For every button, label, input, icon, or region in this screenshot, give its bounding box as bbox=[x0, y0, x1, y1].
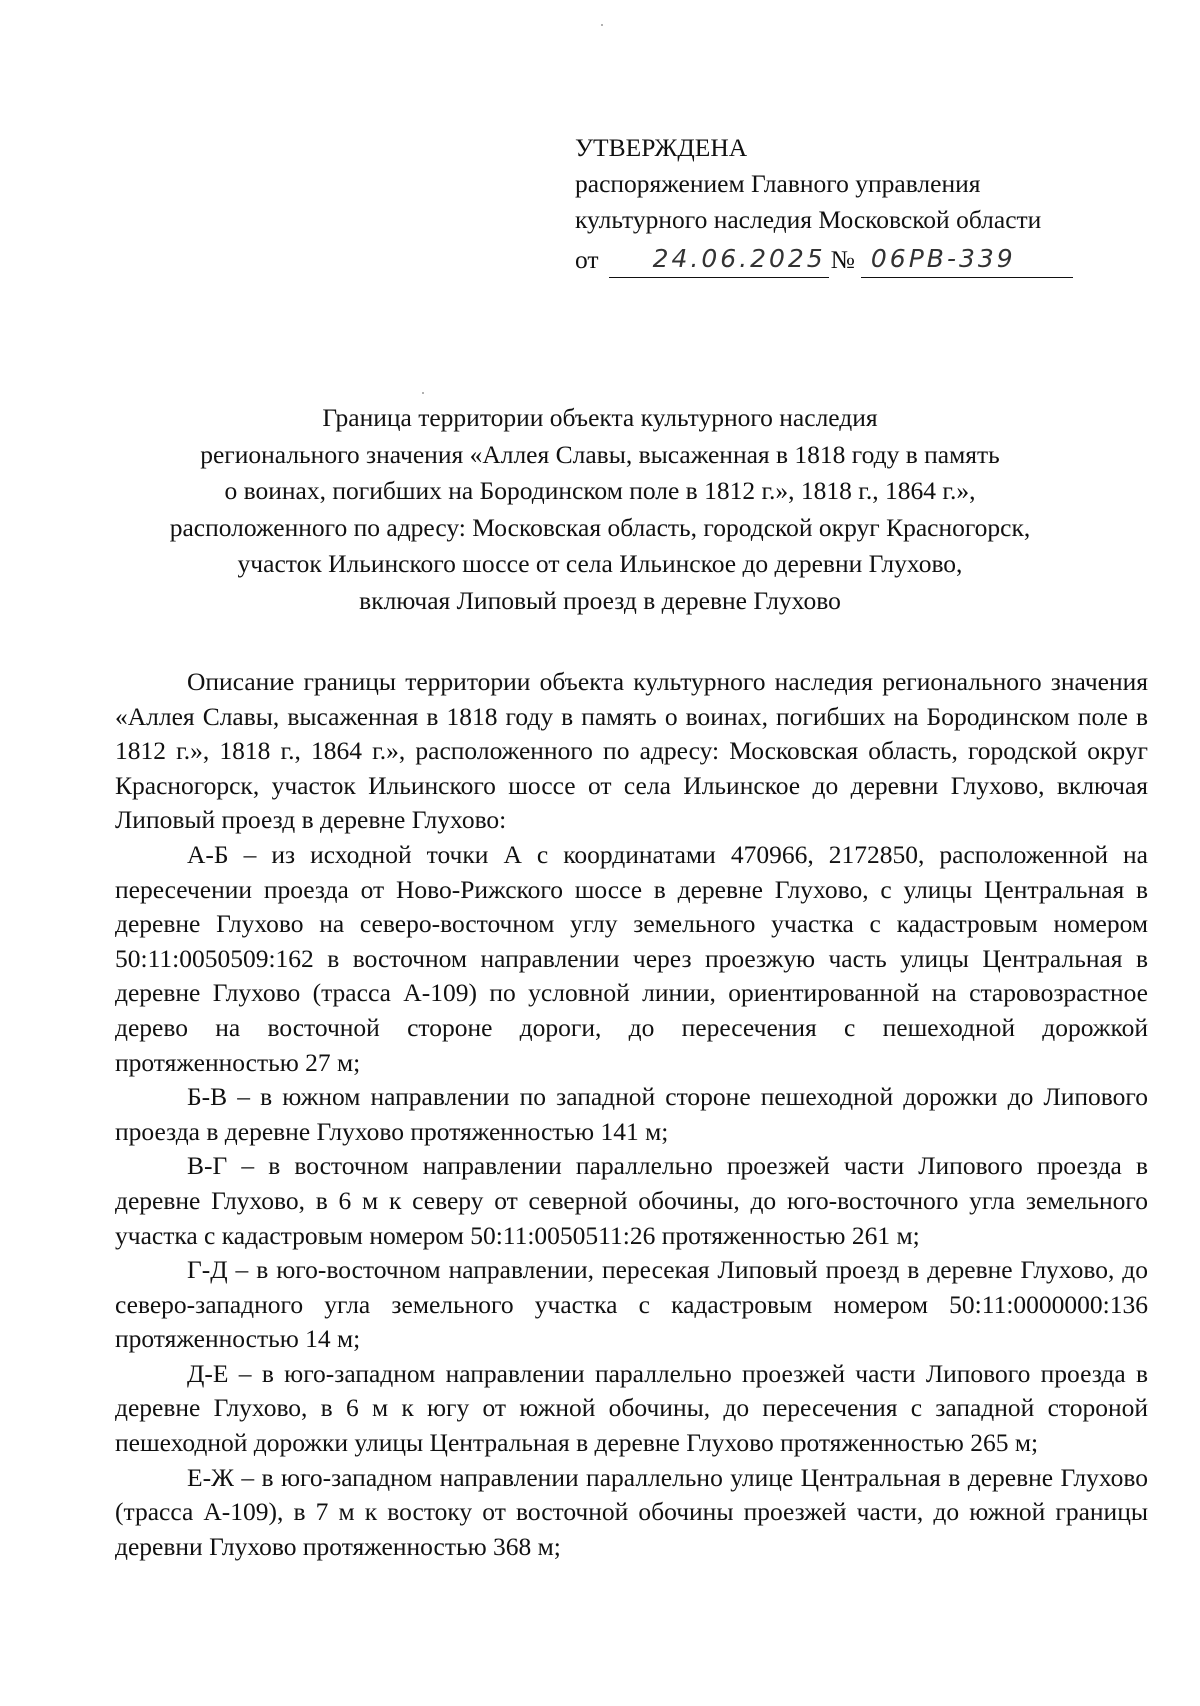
approval-line-1: распоряжением Главного управления bbox=[575, 169, 981, 198]
title-line: расположенного по адресу: Московская область, городской округ Красногорск, bbox=[169, 512, 1031, 542]
boundary-segment-d-e: Д-Е – в юго-западном направлении параллельно проезжей части Липового проезда в деревне Глухово, в 6 м к югу от южной обочины, до пересечения с западной стороной пешеходной дорожки улицы Центральная в деревне Глухово протяженностью 265 м; bbox=[115, 1358, 1148, 1458]
from-label: от bbox=[575, 245, 599, 274]
handwritten-date: 24.06.2025 bbox=[652, 244, 826, 273]
boundary-segment-b-v: Б-В – в южном направлении по западной стороне пешеходной дорожки до Липового проезда в деревне Глухово протяженностью 141 м; bbox=[115, 1082, 1148, 1146]
intro-paragraph: Описание границы территории объекта культурного наследия регионального значения «Аллея Славы, высаженная в 1818 году в память о воинах, погибших на Бородинском поле в 1812 г.», 1818 г., 1864 г.», расположенного по адресу: Московская область, городской округ Красногорск, участок Ильинского шоссе от села Ильинское до деревни Глухово, включая Липовый проезд в деревне Глухово: bbox=[115, 667, 1148, 835]
title-line: о воинах, погибших на Бородинском поле в 1812 г.», 1818 г., 1864 г.», bbox=[224, 476, 976, 505]
handwritten-number: 06РВ-339 bbox=[870, 244, 1016, 273]
title-line: регионального значения «Аллея Славы, высаженная в 1818 году в память bbox=[200, 439, 1000, 469]
approval-heading: УТВЕРЖДЕНА bbox=[575, 133, 748, 162]
approval-line-2: культурного наследия Московской области bbox=[575, 205, 1042, 234]
boundary-segment-a-b: А-Б – из исходной точки А с координатами 470966, 2172850, расположенной на пересечении проезда от Ново-Рижского шоссе в деревне Глухово, с улицы Центральная в деревне Глухово на северо-восточном углу земельного участка с кадастровым номером 50:11:0050509:162 в восточном направлении через проезжую часть улицы Центральная в деревне Глухово (трасса А-109) по условной линии, ориентированной на старовозрастное дерево на восточной стороне дороги, до пересечения с пешеходной дорожкой протяженностью 27 м; bbox=[115, 839, 1148, 1077]
title-line: участок Ильинского шоссе от села Ильинское до деревни Глухово, bbox=[237, 549, 963, 578]
date-blank bbox=[609, 243, 829, 278]
title-line: Граница территории объекта культурного наследия bbox=[322, 403, 878, 432]
boundary-segment-v-g: В-Г – в восточном направлении параллельно проезжей части Липового проезда в деревне Глухово, в 6 м к северу от северной обочины, до юго-восточного угла земельного участка с кадастровым номером 50:11:0050511:26 протяженностью 261 м; bbox=[115, 1151, 1148, 1250]
scan-speck bbox=[422, 392, 424, 394]
document-title bbox=[100, 400, 1100, 619]
title-line: включая Липовый проезд в деревне Глухово bbox=[359, 585, 841, 615]
boundary-segment-e-zh: Е-Ж – в юго-западном направлении параллельно улице Центральная в деревне Глухово (трасса А-109), в 7 м к востоку от восточной обочины проезжей части, до южной границы деревни Глухово протяженностью 368 м; bbox=[115, 1462, 1148, 1561]
boundary-segment-g-d: Г-Д – в юго-восточном направлении, пересекая Липовый проезд в деревне Глухово, до северо-западного угла земельного участка с кадастровым номером 50:11:0000000:136 протяженностью 14 м; bbox=[115, 1255, 1148, 1354]
scan-speck bbox=[601, 24, 603, 26]
approval-stamp-block bbox=[575, 130, 1095, 278]
approval-date-number-line bbox=[575, 238, 1095, 278]
document-body bbox=[115, 665, 1148, 1564]
number-blank bbox=[861, 243, 1073, 278]
number-label: № bbox=[830, 245, 855, 274]
